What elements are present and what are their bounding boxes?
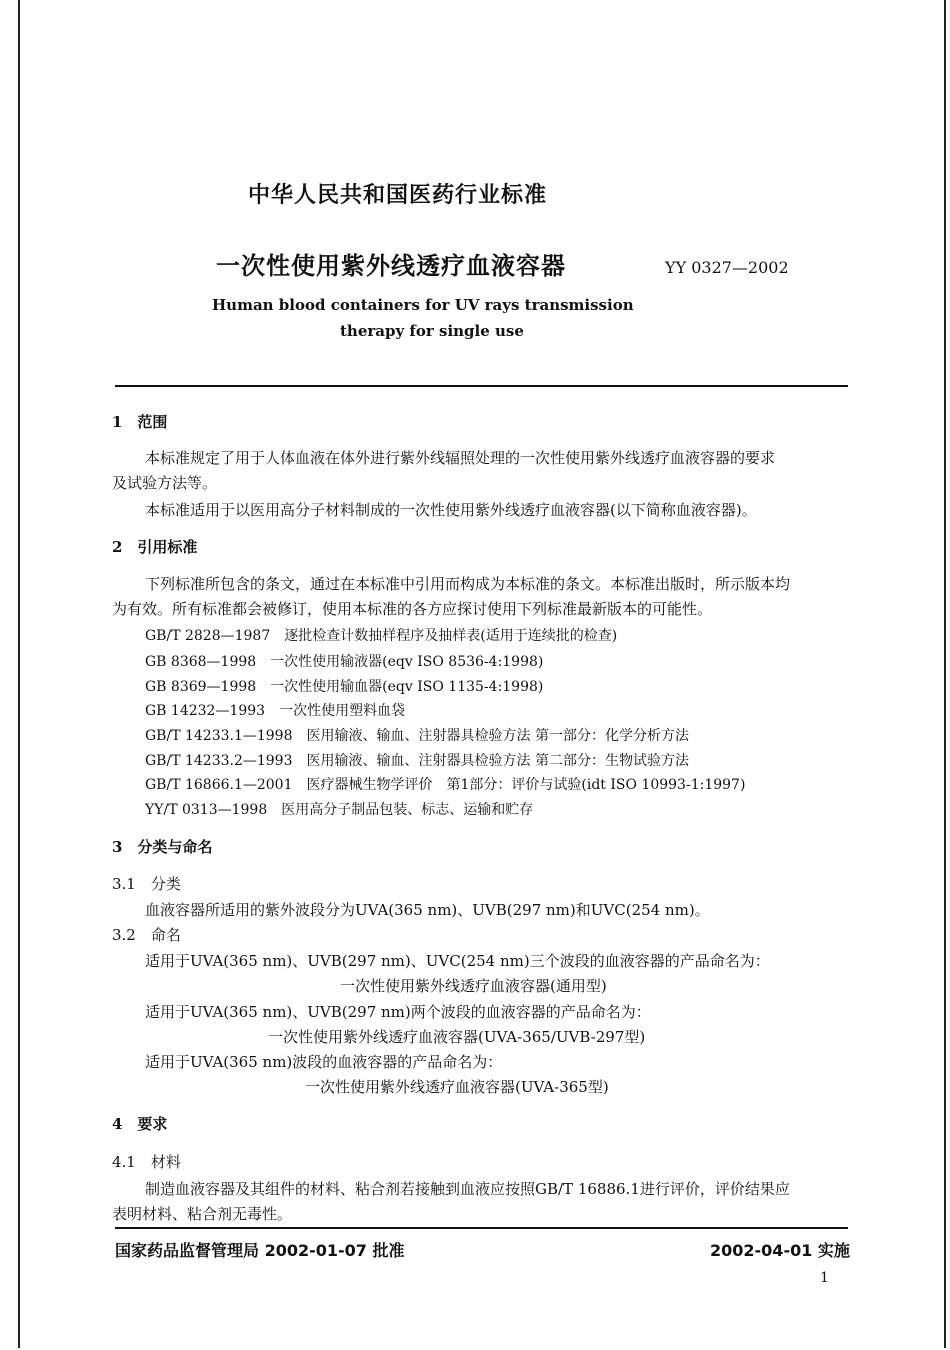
standard-title: 一次性使用紫外线透疗血液容器	[216, 252, 566, 280]
reference-item: GB 8368—1998 一次性使用输液器(eqv ISO 8536-4:1998)	[145, 654, 544, 670]
product-name-uva-uvb: 一次性使用紫外线透疗血液容器(UVA-365/UVB-297型)	[268, 1028, 646, 1046]
section-2-para-line1: 下列标准所包含的条文，通过在本标准中引用而构成为本标准的条文。本标准出版时，所示版本均	[145, 575, 791, 593]
section-4-heading: 4 要求	[112, 1115, 168, 1133]
section-1-heading: 1 范围	[112, 413, 168, 431]
header-rule	[115, 385, 848, 387]
reference-item: GB 8369—1998 一次性使用输血器(eqv ISO 1135-4:1998)	[145, 679, 544, 695]
section-3-heading: 3 分类与命名	[112, 838, 213, 856]
section-3-2-line3: 适用于UVA(365 nm)、UVB(297 nm)两个波段的血液容器的产品命名为：	[145, 1003, 651, 1021]
section-3-1-text: 血液容器所适用的紫外波段分为UVA(365 nm)、UVB(297 nm)和UVC(254 nm)。	[145, 901, 710, 919]
reference-item: GB/T 14233.2—1993 医用输液、输血、注射器具检验方法 第二部分：生物试验方法	[145, 753, 689, 769]
section-4-1-line1: 制造血液容器及其组件的材料、粘合剂若接触到血液应按照GB/T 16886.1进行评价，评价结果应	[145, 1180, 790, 1198]
section-3-1-heading: 3.1 分类	[112, 875, 181, 893]
page-number: 1	[820, 1270, 829, 1286]
standard-code: YY 0327—2002	[665, 258, 789, 277]
section-3-2-line1: 适用于UVA(365 nm)、UVB(297 nm)、UVC(254 nm)三个波段的血液容器的产品命名为：	[145, 952, 770, 970]
reference-item: GB/T 14233.1—1998 医用输液、输血、注射器具检验方法 第一部分：化学分析方法	[145, 728, 689, 744]
english-title-line2: therapy for single use	[340, 322, 524, 340]
effective-date: 2002-04-01 实施	[710, 1241, 850, 1260]
section-2-heading: 2 引用标准	[112, 538, 198, 556]
approval-note: 国家药品监督管理局 2002-01-07 批准	[115, 1241, 405, 1260]
reference-item: GB 14232—1993 一次性使用塑料血袋	[145, 703, 406, 719]
section-1-para1-line2: 及试验方法等。	[112, 474, 218, 492]
section-3-2-line5: 适用于UVA(365 nm)波段的血液容器的产品命名为：	[145, 1053, 503, 1071]
section-1-para1-line1: 本标准规定了用于人体血液在体外进行紫外线辐照处理的一次性使用紫外线透疗血液容器的要求	[145, 449, 776, 467]
standard-org: 中华人民共和国医药行业标准	[248, 183, 548, 208]
section-4-1-line2: 表明材料、粘合剂无毒性。	[112, 1205, 293, 1223]
product-name-general: 一次性使用紫外线透疗血液容器(通用型)	[340, 977, 607, 995]
product-name-uva: 一次性使用紫外线透疗血液容器(UVA-365型)	[305, 1078, 609, 1096]
english-title-line1: Human blood containers for UV rays transmission	[212, 296, 634, 314]
reference-item: GB/T 16866.1—2001 医疗器械生物学评价 第1部分：评价与试验(idt ISO 10993-1:1997)	[145, 777, 746, 793]
section-4-1-heading: 4.1 材料	[112, 1153, 181, 1171]
section-2-para-line2: 为有效。所有标准都会被修订，使用本标准的各方应探讨使用下列标准最新版本的可能性。	[112, 600, 713, 618]
footer-rule	[115, 1227, 848, 1229]
reference-item: GB/T 2828—1987 逐批检查计数抽样程序及抽样表(适用于连续批的检查)	[145, 628, 618, 644]
section-1-para2: 本标准适用于以医用高分子材料制成的一次性使用紫外线透疗血液容器(以下简称血液容器)。	[145, 501, 757, 519]
reference-item: YY/T 0313—1998 医用高分子制品包装、标志、运输和贮存	[145, 802, 534, 818]
section-3-2-heading: 3.2 命名	[112, 926, 181, 944]
